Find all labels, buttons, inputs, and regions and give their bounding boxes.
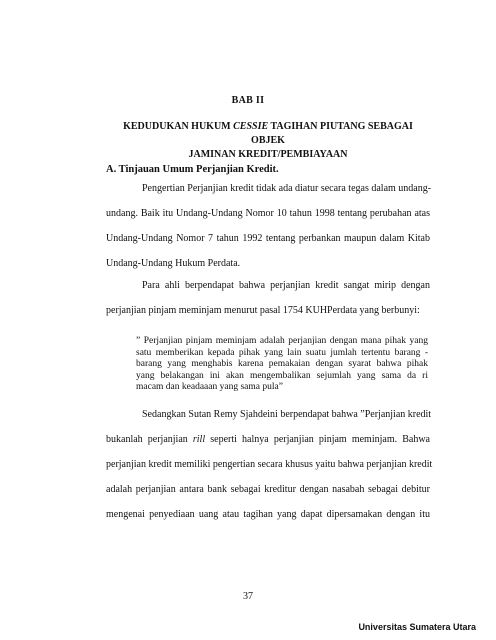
quote-line: satu memberikan kepada pihak yang lain suatu jumlah tertentu barang - [136, 347, 428, 358]
paragraph-line-part: seperti halnya perjanjian pinjam meminjam. Bahwa [205, 434, 430, 445]
paragraph-1 [106, 176, 430, 276]
paragraph-line: mengenai penyediaan uang atau tagihan yang dapat dipersamakan dengan itu [106, 509, 430, 520]
paragraph-line: adalah perjanjian antara bank sebagai kreditur dengan nasabah sebagai debitur [106, 484, 430, 495]
paragraph-line: Pengertian Perjanjian kredit tidak ada diatur secara tegas dalam undang- [142, 183, 432, 194]
page-number: 37 [243, 591, 253, 602]
title-line1-part-a: KEDUDUKAN HUKUM [123, 121, 234, 132]
paragraph-line: Para ahli berpendapat bahwa perjanjian kredit sangat mirip dengan [142, 280, 430, 291]
italic-term: rill [192, 434, 206, 445]
paragraph-line-part: bukanlah perjanjian [106, 434, 193, 445]
quote-line: ” Perjanjian pinjam meminjam adalah perjanjian dengan mana pihak yang [136, 336, 428, 346]
chapter-heading: BAB II [231, 95, 265, 106]
quote-line: barang yang menghabis karena pemakaian dengan syarat bahwa pihak [136, 359, 428, 369]
quote-line: macam dan keadaaan yang sama pula” [136, 382, 283, 392]
paragraph-line: perjanjian kredit memiliki pengertian secara khusus yaitu bahwa perjanjian kredit [106, 459, 433, 470]
paragraph-line: Undang-Undang Nomor 7 tahun 1992 tentang perbankan maupun dalam Kitab [106, 233, 430, 244]
title-line1-part-b: TAGIHAN PIUTANG SEBAGAI OBJEK [251, 121, 413, 146]
paragraph-line: undang. Baik itu Undang-Undang Nomor 10 tahun 1998 tentang perubahan atas [106, 208, 430, 219]
section-heading: A. Tinjauan Umum Perjanjian Kredit. [106, 164, 279, 175]
quote-line: yang belakangan ini akan mengembalikan sejumlah yang sama da ri [136, 370, 428, 381]
chapter-title-line-1 [108, 120, 428, 148]
chapter-title-line-2: JAMINAN KREDIT/PEMBIAYAAN [188, 149, 348, 160]
footer-university: Universitas Sumatera Utara [358, 622, 476, 632]
block-quote [136, 336, 428, 394]
chapter-title [108, 120, 428, 162]
paragraph-line: perjanjian pinjam meminjam menurut pasal 1754 KUHPerdata yang berbunyi: [106, 305, 420, 316]
paragraph-3 [106, 402, 433, 527]
title-line1-italic: CESSIE [233, 121, 269, 132]
paragraph-2 [106, 273, 430, 323]
paragraph-line [106, 427, 430, 452]
paragraph-line: Undang-Undang Hukum Perdata. [106, 258, 241, 269]
paragraph-line: Sedangkan Sutan Remy Sjahdeini berpendapat bahwa ”Perjanjian kredit [142, 409, 432, 420]
